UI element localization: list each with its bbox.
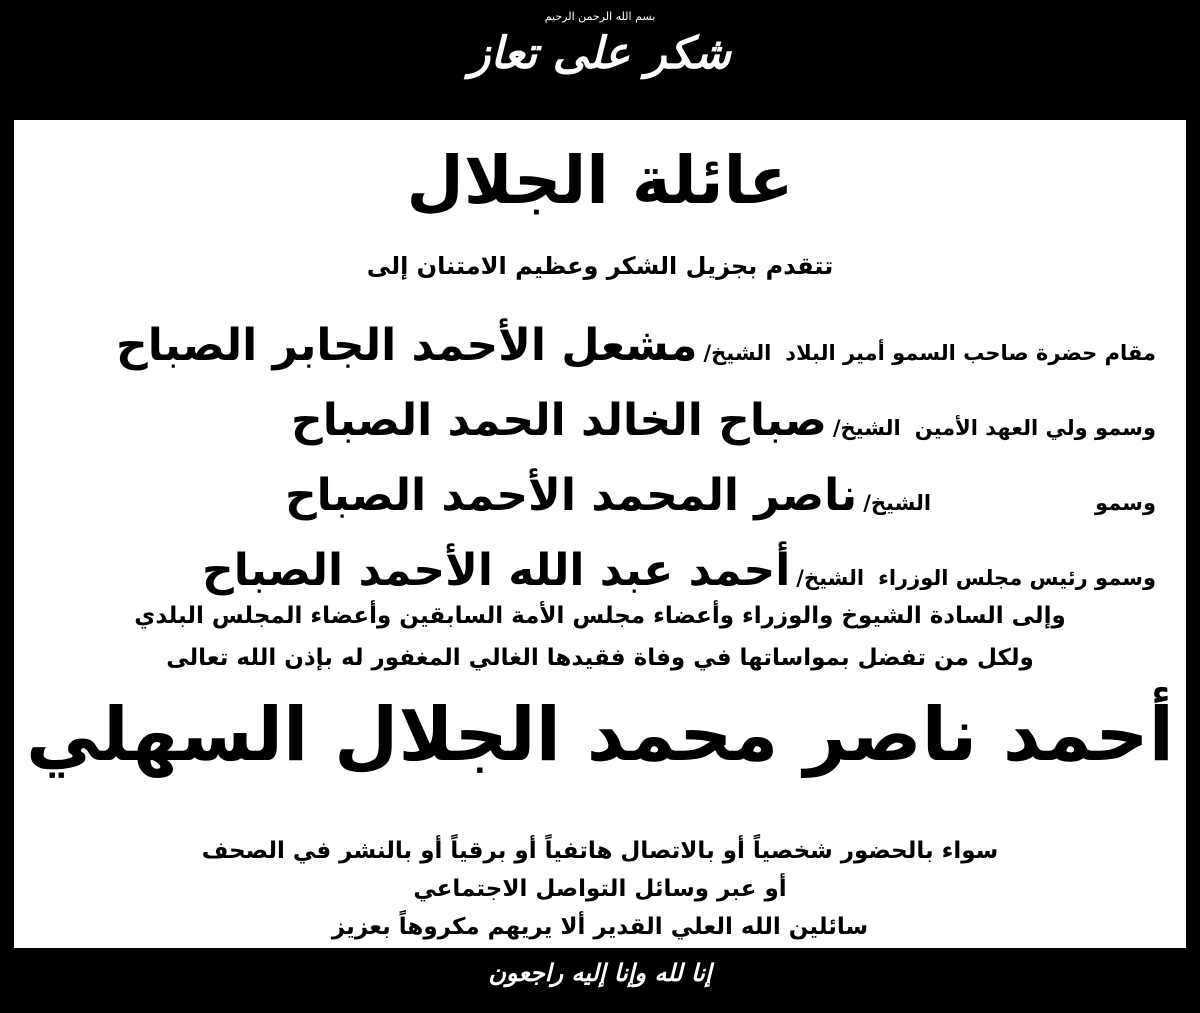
closing-line: أو عبر وسائل التواصل الاجتماعي <box>413 876 787 902</box>
footer-calligraphy-verse: إنا لله وإنا إليه راجعون <box>488 958 712 987</box>
recipient-title: الشيخ/ <box>703 341 772 365</box>
recipient-title: الشيخ/ <box>863 491 932 515</box>
recipient-row-sheikh-nasser <box>40 470 1156 530</box>
recipient-row-prime-minister <box>40 545 1156 605</box>
recipient-prefix: وسمو ولي العهد الأمين <box>914 416 1156 440</box>
recipient-name: أحمد عبد الله الأحمد الصباح <box>201 545 791 596</box>
recipient-title: الشيخ/ <box>832 416 901 440</box>
recipient-name: مشعل الأحمد الجابر الصباح <box>116 320 698 371</box>
recipient-prefix: وسمو رئيس مجلس الوزراء <box>878 566 1156 590</box>
closing-line: سواء بالحضور شخصياً أو بالاتصال هاتفياً أو برقياً أو بالنشر في الصحف <box>201 838 999 864</box>
closing-line: سائلين الله العلي القدير ألا يريهم مكروهاً بعزيز <box>331 914 869 940</box>
recipient-row-crown-prince <box>40 395 1156 455</box>
condolence-line: ولكل من تفضل بمواساتها في وفاة فقيدها الغالي المغفور له بإذن الله تعالى <box>166 645 1034 671</box>
recipient-prefix: مقام حضرة صاحب السمو أمير البلاد <box>785 341 1156 365</box>
notice-panel <box>12 118 1188 950</box>
header-band <box>0 0 1200 118</box>
recipient-name: صباح الخالد الحمد الصباح <box>291 395 827 446</box>
recipient-name: ناصر المحمد الأحمد الصباح <box>284 470 858 521</box>
deceased-name-heading: أحمد ناصر محمد الجلال السهلي <box>26 692 1174 778</box>
recipient-prefix: وسمو <box>1095 491 1156 515</box>
family-name-heading: عائلة الجلال <box>406 142 794 219</box>
intro-line: تتقدم بجزيل الشكر وعظيم الامتنان إلى <box>366 252 834 280</box>
header-calligraphy-title: شكر على تعاز <box>469 28 731 79</box>
recipient-row-amir <box>40 320 1156 380</box>
basmala-text: بسم الله الرحمن الرحيم <box>544 10 656 23</box>
recipient-title: الشيخ/ <box>796 566 865 590</box>
others-line: وإلى السادة الشيوخ والوزراء وأعضاء مجلس الأمة السابقين وأعضاء المجلس البلدي <box>134 603 1066 629</box>
